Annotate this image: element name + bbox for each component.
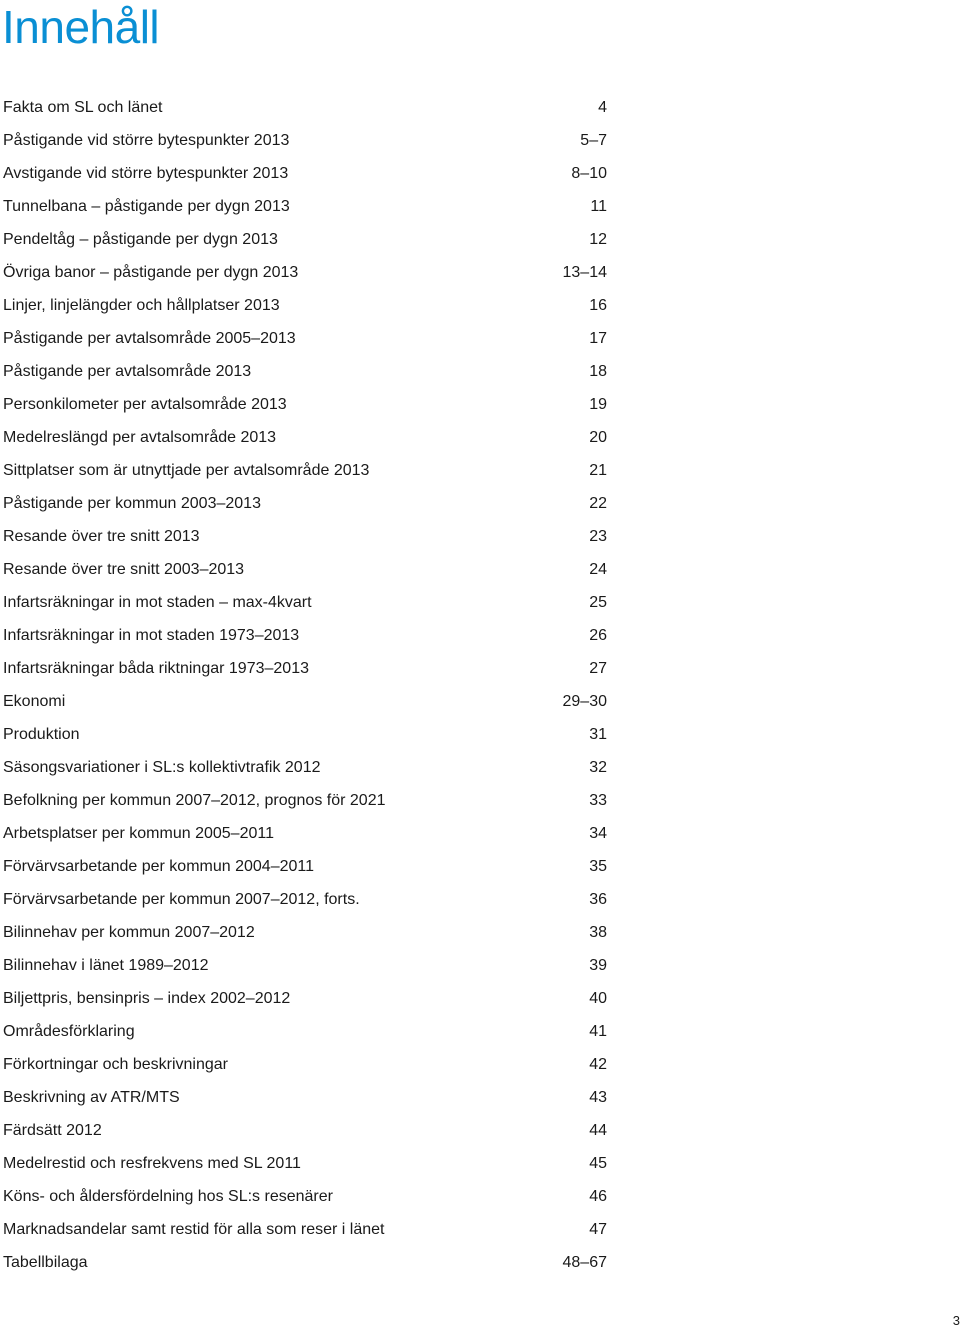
toc-entry-label: Produktion bbox=[3, 726, 80, 743]
toc-entry-page: 34 bbox=[589, 825, 607, 842]
toc-entry-label: Köns- och åldersfördelning hos SL:s resenärer bbox=[3, 1188, 333, 1205]
toc-entry-page: 43 bbox=[589, 1089, 607, 1106]
toc-entry[interactable] bbox=[3, 487, 607, 520]
toc-entry-label: Personkilometer per avtalsområde 2013 bbox=[3, 396, 287, 413]
toc-entry-label: Fakta om SL och länet bbox=[3, 99, 163, 116]
toc-entry-page: 29–30 bbox=[562, 693, 607, 710]
toc-entry-label: Övriga banor – påstigande per dygn 2013 bbox=[3, 264, 299, 281]
toc-entry-label: Medelrestid och resfrekvens med SL 2011 bbox=[3, 1155, 301, 1172]
toc-entry[interactable] bbox=[3, 817, 607, 850]
toc-entry-page: 5–7 bbox=[580, 132, 607, 149]
toc-entry-label: Säsongsvariationer i SL:s kollektivtrafik 2012 bbox=[3, 759, 321, 776]
toc-entry[interactable] bbox=[3, 1081, 607, 1114]
toc-entry-page: 19 bbox=[589, 396, 607, 413]
toc-entry-page: 32 bbox=[589, 759, 607, 776]
toc-entry-page: 17 bbox=[589, 330, 607, 347]
toc-entry-label: Tabellbilaga bbox=[3, 1254, 88, 1271]
toc-entry-label: Förvärvsarbetande per kommun 2007–2012, forts. bbox=[3, 891, 360, 908]
toc-entry[interactable] bbox=[3, 223, 607, 256]
toc-entry-page: 31 bbox=[589, 726, 607, 743]
toc-entry-page: 44 bbox=[589, 1122, 607, 1139]
toc-entry-page: 12 bbox=[589, 231, 607, 248]
toc-entry[interactable] bbox=[3, 1213, 607, 1246]
toc-entry-page: 13–14 bbox=[562, 264, 607, 281]
table-of-contents bbox=[3, 91, 607, 1279]
toc-entry-label: Pendeltåg – påstigande per dygn 2013 bbox=[3, 231, 278, 248]
toc-entry-label: Tunnelbana – påstigande per dygn 2013 bbox=[3, 198, 290, 215]
toc-entry-page: 22 bbox=[589, 495, 607, 512]
toc-entry[interactable] bbox=[3, 553, 607, 586]
toc-entry-page: 48–67 bbox=[562, 1254, 607, 1271]
toc-entry-label: Färdsätt 2012 bbox=[3, 1122, 102, 1139]
toc-entry-label: Förvärvsarbetande per kommun 2004–2011 bbox=[3, 858, 314, 875]
toc-entry[interactable] bbox=[3, 289, 607, 322]
toc-entry-label: Medelreslängd per avtalsområde 2013 bbox=[3, 429, 277, 446]
toc-entry-page: 47 bbox=[589, 1221, 607, 1238]
toc-entry-label: Beskrivning av ATR/MTS bbox=[3, 1089, 180, 1106]
toc-entry-page: 41 bbox=[589, 1023, 607, 1040]
toc-entry-label: Ekonomi bbox=[3, 693, 66, 710]
toc-entry[interactable] bbox=[3, 619, 607, 652]
toc-entry-page: 40 bbox=[589, 990, 607, 1007]
toc-entry-page: 4 bbox=[598, 99, 607, 116]
toc-entry-label: Infartsräkningar båda riktningar 1973–2013 bbox=[3, 660, 309, 677]
toc-entry[interactable] bbox=[3, 850, 607, 883]
toc-entry-page: 35 bbox=[589, 858, 607, 875]
toc-entry[interactable] bbox=[3, 652, 607, 685]
page-title: Innehåll bbox=[2, 1, 160, 53]
toc-entry-label: Avstigande vid större bytespunkter 2013 bbox=[3, 165, 289, 182]
toc-entry-label: Påstigande per kommun 2003–2013 bbox=[3, 495, 261, 512]
toc-entry[interactable] bbox=[3, 784, 607, 817]
toc-entry-page: 38 bbox=[589, 924, 607, 941]
toc-entry-label: Bilinnehav i länet 1989–2012 bbox=[3, 957, 209, 974]
toc-entry-page: 23 bbox=[589, 528, 607, 545]
toc-entry[interactable] bbox=[3, 916, 607, 949]
toc-entry-page: 33 bbox=[589, 792, 607, 809]
toc-entry-label: Marknadsandelar samt restid för alla som reser i länet bbox=[3, 1221, 385, 1238]
toc-entry-page: 42 bbox=[589, 1056, 607, 1073]
page-number: 3 bbox=[952, 1313, 960, 1328]
toc-entry[interactable] bbox=[3, 454, 607, 487]
toc-entry-label: Påstigande per avtalsområde 2013 bbox=[3, 363, 252, 380]
toc-entry-label: Förkortningar och beskrivningar bbox=[3, 1056, 228, 1073]
toc-entry-page: 21 bbox=[589, 462, 607, 479]
toc-entry-page: 46 bbox=[589, 1188, 607, 1205]
toc-entry[interactable] bbox=[3, 949, 607, 982]
toc-entry-label: Arbetsplatser per kommun 2005–2011 bbox=[3, 825, 274, 842]
toc-entry-page: 39 bbox=[589, 957, 607, 974]
toc-entry[interactable] bbox=[3, 1180, 607, 1213]
toc-entry-label: Linjer, linjelängder och hållplatser 2013 bbox=[3, 297, 280, 314]
toc-entry[interactable] bbox=[3, 91, 607, 124]
toc-entry[interactable] bbox=[3, 1114, 607, 1147]
toc-entry[interactable] bbox=[3, 388, 607, 421]
toc-entry-page: 11 bbox=[590, 198, 607, 215]
toc-entry[interactable] bbox=[3, 256, 607, 289]
toc-entry[interactable] bbox=[3, 1048, 607, 1081]
toc-entry-label: Resande över tre snitt 2013 bbox=[3, 528, 200, 545]
toc-entry[interactable] bbox=[3, 190, 607, 223]
toc-entry-page: 45 bbox=[589, 1155, 607, 1172]
toc-entry[interactable] bbox=[3, 982, 607, 1015]
toc-entry-page: 20 bbox=[589, 429, 607, 446]
toc-entry[interactable] bbox=[3, 322, 607, 355]
toc-entry[interactable] bbox=[3, 685, 607, 718]
toc-entry-label: Infartsräkningar in mot staden 1973–2013 bbox=[3, 627, 300, 644]
toc-entry[interactable] bbox=[3, 1246, 607, 1279]
toc-entry-label: Påstigande per avtalsområde 2005–2013 bbox=[3, 330, 296, 347]
toc-entry-page: 36 bbox=[589, 891, 607, 908]
toc-entry-label: Bilinnehav per kommun 2007–2012 bbox=[3, 924, 255, 941]
toc-entry-label: Sittplatser som är utnyttjade per avtalsområde 2013 bbox=[3, 462, 370, 479]
toc-entry[interactable] bbox=[3, 124, 607, 157]
toc-entry[interactable] bbox=[3, 157, 607, 190]
toc-entry[interactable] bbox=[3, 751, 607, 784]
toc-entry[interactable] bbox=[3, 1147, 607, 1180]
toc-entry-label: Påstigande vid större bytespunkter 2013 bbox=[3, 132, 290, 149]
toc-entry-page: 26 bbox=[589, 627, 607, 644]
toc-entry-label: Infartsräkningar in mot staden – max-4kvart bbox=[3, 594, 312, 611]
toc-entry-page: 16 bbox=[589, 297, 607, 314]
toc-entry[interactable] bbox=[3, 355, 607, 388]
toc-entry-page: 8–10 bbox=[571, 165, 607, 182]
toc-entry-page: 27 bbox=[589, 660, 607, 677]
toc-entry[interactable] bbox=[3, 718, 607, 751]
toc-entry-label: Biljettpris, bensinpris – index 2002–2012 bbox=[3, 990, 291, 1007]
toc-entry[interactable] bbox=[3, 586, 607, 619]
toc-entry-page: 25 bbox=[589, 594, 607, 611]
toc-entry-label: Befolkning per kommun 2007–2012, prognos för 2021 bbox=[3, 792, 386, 809]
toc-entry-label: Resande över tre snitt 2003–2013 bbox=[3, 561, 245, 578]
toc-entry[interactable] bbox=[3, 520, 607, 553]
toc-entry[interactable] bbox=[3, 421, 607, 454]
toc-entry[interactable] bbox=[3, 883, 607, 916]
toc-entry-label: Områdesförklaring bbox=[3, 1023, 135, 1040]
toc-entry[interactable] bbox=[3, 1015, 607, 1048]
toc-entry-page: 24 bbox=[589, 561, 607, 578]
toc-entry-page: 18 bbox=[589, 363, 607, 380]
